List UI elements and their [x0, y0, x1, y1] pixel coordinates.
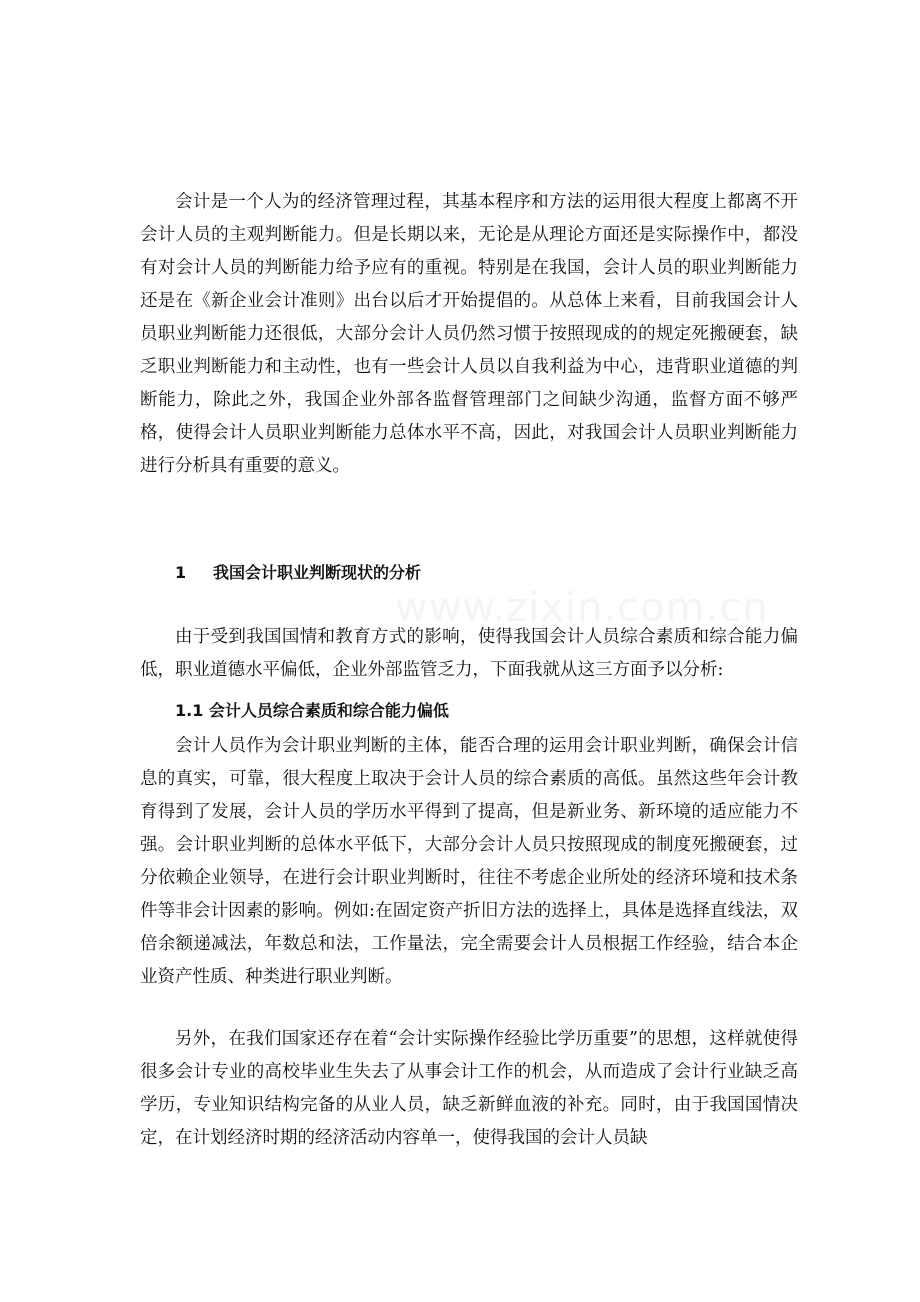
- subsection-paragraph-1: 会计人员作为会计职业判断的主体，能否合理的运用会计职业判断，确保会计信息的真实，可靠，很大程度上取决于会计人员的综合素质的高低。虽然这些年会计教育得到了发展，会计人员的学历水平得到了提高，但是新业务、新环境的适应能力不强。会计职业判断的总体水平低下，大部分会计人员只按照现成的制度死搬硬套，过分依赖企业领导，在进行会计职业判断时，往往不考虑企业所处的经济环境和技术条件等非会计因素的影响。例如:在固定资产折旧方法的选择上，具体是选择直线法，双倍余额递减法，年数总和法，工作量法，完全需要会计人员根据工作经验，结合本企业资产性质、种类进行职业判断。: [140, 736, 798, 987]
- subsection-paragraph-2: 另外，在我们国家还存在着“会计实际操作经验比学历重要”的思想，这样就使得很多会计专业的高校毕业生失去了从事会计工作的机会，从而造成了会计行业缺乏高学历，专业知识结构完备的从业人员，缺乏新鲜血液的补充。同时，由于我国国情决定，在计划经济时期的经济活动内容单一，使得我国的会计人员缺: [140, 1029, 798, 1148]
- section-heading: [175, 560, 421, 583]
- section-number: 1: [175, 563, 187, 582]
- section-intro-paragraph: 由于受到我国国情和教育方式的影响，使得我国会计人员综合素质和综合能力偏低，职业道德水平偏低，企业外部监管乏力，下面我就从这三方面予以分析:: [140, 627, 798, 680]
- section-title: 我国会计职业判断现状的分析: [213, 563, 422, 582]
- subsection-heading: 1.1 会计人员综合素质和综合能力偏低: [175, 701, 449, 720]
- intro-paragraph: 会计是一个人为的经济管理过程，其基本程序和方法的运用很大程度上都离不开会计人员的主观判断能力。但是长期以来，无论是从理论方面还是实际操作中，都没有对会计人员的判断能力给予应有的重视。特别是在我国，会计人员的职业判断能力还是在《新企业会计准则》出台以后才开始提倡的。从总体上来看，目前我国会计人员职业判断能力还很低，大部分会计人员仍然习惯于按照现成的的规定死搬硬套，缺乏职业判断能力和主动性，也有一些会计人员以自我利益为中心，违背职业道德的判断能力，除此之外，我国企业外部各监督管理部门之间缺少沟通，监督方面不够严格，使得会计人员职业判断能力总体水平不高，因此，对我国会计人员职业判断能力进行分析具有重要的意义。: [140, 192, 798, 476]
